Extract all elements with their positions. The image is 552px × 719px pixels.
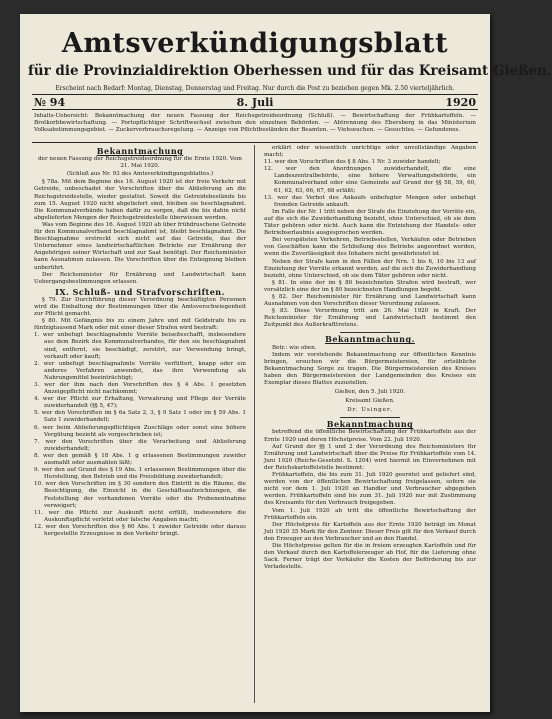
signature-office: Kreisamt Gießen. <box>345 398 395 405</box>
list-item: 5. wer den Vorschriften im § 6a Satz 2, 3, § 9 Satz 1 oder im § 59 Abs. 1 Satz 1 zuwiderhandelt; <box>34 410 246 424</box>
right-heading-2: Bekanntmachung. <box>325 334 415 345</box>
list-item: 6. wer beim Ablieferungspflichtigen Zuschläge oder sonst eine höhere Vergütung bezieht als vorgeschrieben ist; <box>34 424 246 438</box>
list-item: 11. wer die Pflicht zur Auskunft nicht erfüllt, insbesondere die Auskunftspflicht verletzt oder falsche Angaben macht; <box>34 509 246 523</box>
right-paragraph-13: Vom 1. Juli 1920 ab tritt die öffentliche Bewirtschaftung der Frühkartoffeln ein. <box>264 507 476 521</box>
section-rule <box>340 417 400 418</box>
issue-year: 1920 <box>445 96 476 109</box>
list-item: 11. wer den Vorschriften des § 8 Abs. 1 Nr. 3 zuwider handelt; <box>264 159 441 166</box>
list-item: 10. wer den Vorschriften im § 30 sondern den Eintritt in die Räume, die Besichtigung, die Einsicht in die Geschäftsaufzeichnungen, die Feststellung der vorhandenen Vorräte oder die Probenentnahme verweigert; <box>34 481 246 509</box>
right-paragraph-1: erklärt oder wissentlich unrichtige oder unvollständige Angaben macht; <box>264 145 476 159</box>
right-paragraph-14: Der Höchstpreis für Kartoffeln aus der Ernte 1920 beträgt im Monat Juli 1920 35 Mark für den Zentner. Dieser Preis gilt für den Verkauf durch den Erzeuger an den Verbraucher und an den Handel. <box>264 521 476 542</box>
right-paragraph-6: § 82. Der Reichsminister für Ernährung und Landwirtschaft kann Ausnahmen von den Vorschriften dieser Verordnung zulassen. <box>264 293 476 308</box>
list-item: 4. wer der Pflicht zur Erhaltung, Verwahrung und Pflege der Vorräte zuwiderhandelt (§§ 5, 47); <box>34 396 246 410</box>
right-heading-3: Bekanntmachung <box>326 419 414 430</box>
issue-number: № 94 <box>34 96 66 109</box>
column-divider <box>254 145 255 703</box>
list-item: 12. wer den Vorschriften des § 60 Abs. 1 zuwider Getreide oder daraus hergestellte Erzeugnisse in den Verkehr bringt. <box>34 523 246 537</box>
list-item: 8. wer den gemäß § 18 Abs. 1 g erlassenen Bestimmungen zuwider ausmahlt oder ausmahlen läßt; <box>34 452 246 467</box>
signature-name: Dr. Usinger. <box>347 407 393 414</box>
list-item: 1. wer unbefugt beschlagnahmte Vorräte beiseiteschafft, insbesondere aus dem Bezirk des Kommunalverbandes, für den sie beschlagnahmt sind, entfernt, sie beschädigt, zerstört, zur Verwendung bringt, verkauft oder kauft; <box>34 332 246 360</box>
table-of-contents: Inhalts-Uebersicht: Bekanntmachung der neuen Fassung der Reichsgetreideordnung (Schluß). — Bewirtschaftung der Frühkartoffeln. — Brotkorbbewirtschaftung. — Portopflichtiger Schriftwechsel zwischen den einzelnen Behörden. — Abtrennung des Ebersberg in das Ministerium Volksabstimmungsgebiet. — Zuckerverbrauchsregelung. — Anzeige von Pflichtbeständen der Beamten. — Viehseuchen. — Gesuchtes. — Gefundenes. <box>34 113 476 134</box>
right-paragraph-2: Im Falle der Nr. 1 tritt neben der Strafe die Einziehung der Vorräte ein, auf die sich die Zuwiderhandlung bezieht, ohne Unterschied, ob sie dem Täter gehören oder nicht. Auch kann die Entziehung der Handels- oder Betriebserlaubnis ausgesprochen werden. <box>264 208 476 237</box>
list-item: 7. wer den Vorschriften über die Verarbeitung und Ablieferung zuwiderhandelt; <box>34 438 246 452</box>
right-paragraph-11: Auf Grund der §§ 1 und 2 der Verordnung des Reichsministers für Ernährung und Landwirtschaft über die Preise für Frühkartoffeln vom 14. Juni 1920 (Reichs-Gesetzbl. S. 1204) wird hiermit im Einvernehmen mit der Reichskartoffelstelle bestimmt: <box>264 443 476 471</box>
right-paragraph-10: betreffend die öffentliche Bewirtschaftung der Frühkartoffeln aus der Ernte 1920 und deren Höchstpreise. Vom 22. Juli 1920. <box>264 429 476 443</box>
masthead-title: Amtsverkündigungsblatt <box>61 28 449 59</box>
left-paragraph-5: § 80. Mit Gefängnis bis zu einem Jahre und mit Geldstrafe bis zu fünfzigtausend Mark oder mit einer dieser Strafen wird bestraft: <box>34 318 246 332</box>
right-paragraph-5: § 81. In eine der im § 80 bezeichneten Strafen wird bestraft, wer vorsätzlich eine der im § 80 bezeichneten Handlungen begeht. <box>264 279 476 293</box>
list-item: 12. wer den Anordnungen zuwiderhandelt, die eine Landeszentralbehörde, eine höhere Verwaltungsbehörde, ein Kommunalverband oder eine Gemeinde auf Grund der §§ 58, 59, 60, 61, 62, 63, 66, 67, 68 erläßt; <box>264 166 476 194</box>
left-heading: Bekanntmachung <box>96 146 184 156</box>
newspaper-page <box>20 14 552 712</box>
right-paragraph-3: Bei verspäteten Verkehren, Betriebsstellen, Verkäufen oder Betrieben von Geschäften kann die Schließung des Betriebs angeordnet werden, wenn die Zuverlässigkeit des Inhabers nicht gewährleistet ist. <box>264 237 476 258</box>
right-paragraph-15: Die Höchstpreise gelten für die in freiem erzeugten Kartoffeln und für den Verkauf durch den Kartoffelerzeuger ab Hof, für die Lieferung ohne Sack. Ferner trägt der Verkäufer die Kosten der Beförderung bis zur Verladestelle. <box>264 542 476 571</box>
list-item: 9. wer den auf Grund des § 19 Abs. 1 erlassenen Bestimmungen über die Herstellung, den Betrieb und die Preisbildung zuwiderhandelt; <box>34 467 246 481</box>
contents-rule <box>32 142 478 143</box>
section-rule <box>340 332 400 333</box>
left-column <box>34 145 246 538</box>
publication-note: Erscheint nach Bedarf: Montag, Dienstag, Donnerstag und Freitag. Nur durch die Post zu beziehen gegen Mk. 2.50 vierteljährlich. <box>55 85 455 92</box>
signature-date: Gießen, den 5. Juli 1920. <box>334 389 406 396</box>
left-paragraph-4: § 79. Zur Durchführung dieser Verordnung beschäftigten Personen wird die Einhaltung der Bestimmungen über die Amtsverschwiegenheit zur Pflicht gemacht. <box>34 296 246 318</box>
left-paragraph-1: § 78a. Mit dem Beginne des 16. August 1920 ist der freie Verkehr mit Getreide, unbeschadet der Vorschriften über die Ablieferung an die Reichsgetreidestelle, wieder gestattet. Soweit die Getreidebestände bis zum 15. August 1920 nicht abgeliefert sind, bleiben sie beschlagnahmt. Die Kommunalverbände haben dafür zu sorgen, daß die bis dahin nicht abgelieferten Mengen der Reichsgetreidestelle überwiesen werden. <box>34 179 246 221</box>
masthead-subtitle: für die Provinzialdirektion Oberhessen und für das Kreisamt Gießen. <box>28 63 552 79</box>
right-paragraph-7: § 83. Diese Verordnung tritt am 26. Mai 1920 in Kraft. Der Reichsminister für Ernährung und Landwirtschaft bestimmt den Zeitpunkt des Außerkrafttretens. <box>264 308 476 329</box>
right-column <box>264 145 476 571</box>
right-paragraph-12: Frühkartoffeln, die bis zum 31. Juli 1920 geerntet und geliefert sind, werden von der öffentlichen Bewirtschaftung freigelassen, sofern sie nicht vor dem 1. Juli 1920 an Handler und Verbraucher abgegeben werden. Frühkartoffeln sind bis zum 31. Juli 1920 nur mit Zustimmung des Kreisamts für den Verbrauch freigegeben. <box>264 472 476 507</box>
issue-rule-bottom <box>32 109 478 110</box>
masthead-block <box>20 14 552 114</box>
right-paragraph-4: Neben der Strafe kann in den Fällen der Nrn. 1 bis 6, 10 bis 13 auf Einziehung der Vorräte erkannt werden, auf die sich die Zuwiderhandlung bezieht, ohne Unterschied, ob sie dem Täter gehören oder nicht. <box>264 258 476 279</box>
list-item: 3. wer der ihm nach den Vorschriften des § 4 Abs. 1 gesetzten Anzeigepflicht nicht nachkommt; <box>34 382 246 396</box>
left-paragraph-3: Der Reichsminister für Ernährung und Landwirtschaft kann Uebergangsbestimmungen erlassen. <box>34 271 246 285</box>
issue-rule-top <box>32 94 478 95</box>
right-paragraph-9: Indem wir vorstehende Bekanntmachung zur öffentlichen Kenntnis bringen, ersuchen wir die Bürgermeistereien, für ortsübliche Bekanntmachung Sorge zu tragen. Die Bürgermeistereien des Kreises haben den Bürgermeistereien der Landgemeinden des Kreises ein Exemplar dieses Blattes zuzustellen. <box>264 351 476 386</box>
left-section-title: IX. Schluß- und Strafvorschriften. <box>55 286 225 297</box>
issue-date: 8. Juli <box>236 96 274 109</box>
list-item: 13. wer das Verbot des Ankaufs unbefugter Mengen oder unbefugt fremden Getreide ankauft. <box>264 194 476 208</box>
left-intro: der neuen Fassung der Reichsgetreideordnung für die Ernte 1920. Vom 21. Mai 1920. <box>38 156 242 170</box>
left-paragraph-2: Was vom Beginne des 16. August 1920 ab über frühdruschene Getreide für den Kommunalverband beschlagnahmt ist, bleibt beschlagnahmt. Die Beschlagnahme erstreckt sich nicht auf das Getreide, das der Unternehmer eines landwirtschaftlichen Betriebs zur Ernährung der Angehörigen seiner Wirtschaft und zur Saat benötigt. Der Reichsminister kann Ausnahmen zulassen. Die Vorschriften über die Enteignung bleiben unberührt. <box>34 221 246 271</box>
list-item: 2. wer unbefugt beschlagnahmte Vorräte verfüttert, knapp oder ein anderes Verfahren anwendet, das ihre Verwendung als Nahrungsmittel beeinträchtigt; <box>34 360 246 381</box>
left-intro-note: (Schluß aus Nr. 93 des Amtsverkündigungsblattes.) <box>66 171 214 178</box>
right-subject-line: Betr.: wie oben. <box>272 344 317 351</box>
